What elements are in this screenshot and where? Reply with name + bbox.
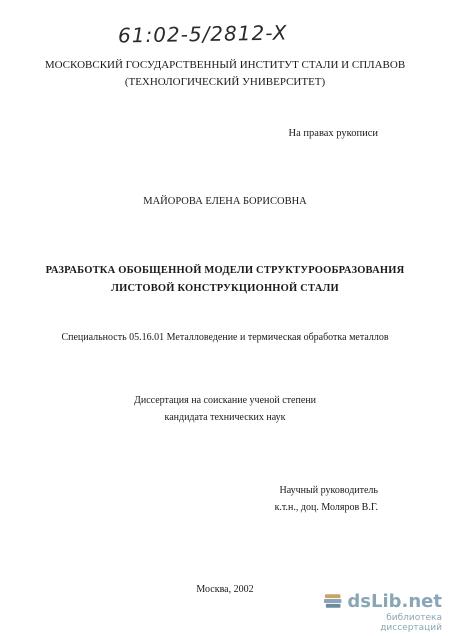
thesis-title-line2: ЛИСТОВОЙ КОНСТРУКЦИОННОЙ СТАЛИ: [111, 283, 339, 294]
institution-subtitle: (ТЕХНОЛОГИЧЕСКИЙ УНИВЕРСИТЕТ): [124, 76, 326, 88]
watermark: [322, 590, 442, 633]
handwritten-catalog-number: 61:02-5/2812-X: [117, 20, 288, 48]
supervisor-label: Научный руководитель: [279, 485, 378, 496]
thesis-title-line1: РАЗРАБОТКА ОБОБЩЕННОЙ МОДЕЛИ СТРУКТУРООБРАЗОВАНИЯ: [45, 265, 405, 276]
institution-name: МОСКОВСКИЙ ГОСУДАРСТВЕННЫЙ ИНСТИТУТ СТАЛИ И СПЛАВОВ: [44, 59, 406, 71]
manuscript-rights-note: На правах рукописи: [288, 128, 378, 139]
city-year: Москва, 2002: [196, 584, 254, 595]
dissertation-degree-line1: Диссертация на соискание ученой степени: [134, 395, 316, 406]
watermark-brand: dsLib.net: [347, 590, 442, 612]
author-name: МАЙОРОВА ЕЛЕНА БОРИСОВНА: [143, 196, 307, 207]
supervisor-name: к.т.н., доц. Моляров В.Г.: [274, 502, 378, 513]
specialty-line: Специальность 05.16.01 Металловедение и термическая обработка металлов: [61, 332, 389, 343]
dissertation-degree-line2: кандидата технических наук: [164, 412, 286, 423]
watermark-subtitle: библиотека диссертаций: [380, 613, 442, 633]
book-stack-icon: [322, 590, 343, 612]
